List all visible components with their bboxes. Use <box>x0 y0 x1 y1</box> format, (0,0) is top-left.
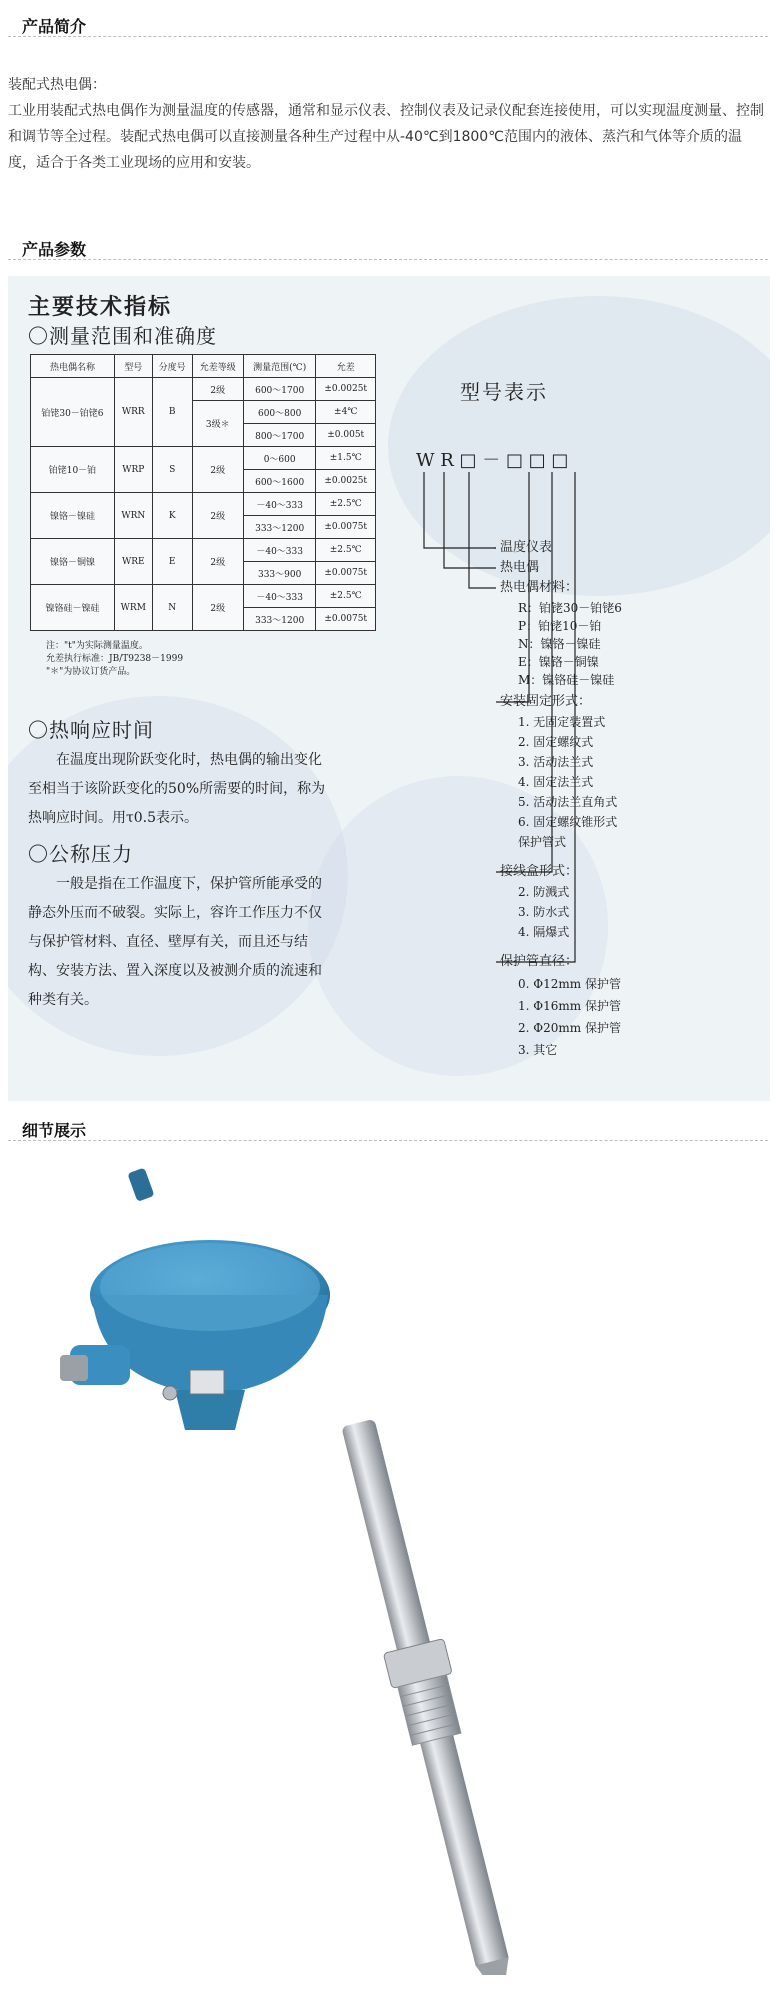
box-item: 4. 隔爆式 <box>518 925 570 939</box>
table-cell: 600～1700 <box>243 378 316 401</box>
label-box-title: 接线盒形式： <box>500 864 579 879</box>
header-cell: 分度号 <box>152 355 192 378</box>
table-cell: 铂铑10－铂 <box>31 447 115 493</box>
label-tube-title: 保护管直径： <box>500 954 579 969</box>
table-cell: －40～333 <box>243 493 316 516</box>
table-cell: 铂铑30－铂铑6 <box>31 378 115 447</box>
table-cell: ±0.0025t <box>316 470 376 493</box>
section-title-detail: 细节展示 <box>22 1121 87 1140</box>
table-cell: ±1.5℃ <box>316 447 376 470</box>
table-cell: 2级 <box>192 447 243 493</box>
parameter-image <box>8 276 770 1101</box>
material-item: N：镍铬－镍硅 <box>518 637 601 651</box>
table-cell: K <box>152 493 192 539</box>
box-item: 3. 防水式 <box>518 905 570 919</box>
table-cell: WRP <box>114 447 152 493</box>
table-cell: 600～1600 <box>243 470 316 493</box>
table-cell: 镍铬－铜镍 <box>31 539 115 585</box>
table-cell: ±0.0075t <box>316 516 376 539</box>
table-cell: ±0.0025t <box>316 378 376 401</box>
table-cell: 333～900 <box>243 562 316 585</box>
pressure-text: 一般是指在工作温度下，保护管所能承受的静态外压而不破裂。实际上，容许工作压力不仅与保护管材料、直径、壁厚有关，而且还与结构、安装方法、置入深度以及被测介质的流速和种类有关。 <box>28 876 322 1008</box>
section-header-intro <box>8 6 768 37</box>
table-cell: B <box>152 378 192 447</box>
thermocouple-product-image <box>60 1155 700 1975</box>
table-cell: 0～600 <box>243 447 316 470</box>
range-accuracy-title: 〇测量范围和准确度 <box>28 324 217 348</box>
table-cell: ±0.0075t <box>316 562 376 585</box>
label-thermocouple: 热电偶 <box>500 560 540 575</box>
label-material-title: 热电偶材料： <box>500 580 579 595</box>
table-cell: 333～1200 <box>243 608 316 631</box>
table-cell: 2级 <box>192 493 243 539</box>
material-item: R：铂铑30－铂铑6 <box>518 601 622 615</box>
header-cell: 允差等级 <box>192 355 243 378</box>
mount-item: 保护管式 <box>518 835 567 849</box>
header-cell: 测量范围(℃) <box>243 355 316 378</box>
table-cell: E <box>152 539 192 585</box>
mount-item: 6. 固定螺纹锥形式 <box>518 815 618 829</box>
mount-item: 2. 固定螺纹式 <box>518 735 594 749</box>
intro-line-1: 装配式热电偶： <box>8 77 106 93</box>
main-spec-title: 主要技术指标 <box>28 294 173 320</box>
table-cell: ±2.5℃ <box>316 539 376 562</box>
tube-item: 3. 其它 <box>518 1043 558 1057</box>
mount-item: 3. 活动法兰式 <box>518 755 594 769</box>
table-cell: 2级 <box>192 378 243 401</box>
mount-item: 1. 无固定装置式 <box>518 715 606 729</box>
table-cell: －40～333 <box>243 539 316 562</box>
table-cell: WRR <box>114 378 152 447</box>
table-cell: ±4℃ <box>316 401 376 424</box>
section-title-params: 产品参数 <box>22 240 87 259</box>
table-cell: 3级＊ <box>192 401 243 447</box>
table-cell: N <box>152 585 192 631</box>
note-line: "＊"为协议订货产品。 <box>46 667 136 677</box>
tube-item: 2. Φ20mm 保护管 <box>518 1021 621 1035</box>
model-tree-lines <box>8 276 770 1101</box>
label-instrument: 温度仪表 <box>500 540 553 555</box>
response-time-text: 在温度出现阶跃变化时，热电偶的输出变化至相当于该阶跃变化的50%所需要的时间，称为热响应时间。用τ0.5表示。 <box>28 752 326 826</box>
material-item: M：镍铬硅－镍硅 <box>518 673 615 687</box>
material-item: E：镍铬－铜镍 <box>518 655 599 669</box>
header-cell: 热电偶名称 <box>31 355 115 378</box>
model-code: W R □ － □ □ □ <box>416 450 569 471</box>
pressure-title: 〇公称压力 <box>28 842 133 866</box>
tube-item: 0. Φ12mm 保护管 <box>518 977 621 991</box>
table-cell: 镍铬－镍硅 <box>31 493 115 539</box>
table-cell: WRM <box>114 585 152 631</box>
table-cell: S <box>152 447 192 493</box>
table-cell: 2级 <box>192 539 243 585</box>
table-cell: ±2.5℃ <box>316 493 376 516</box>
section-header-detail <box>8 1110 768 1141</box>
table-cell: ±2.5℃ <box>316 585 376 608</box>
mount-item: 4. 固定法兰式 <box>518 775 594 789</box>
mount-item: 5. 活动法兰直角式 <box>518 795 618 809</box>
table-cell: WRN <box>114 493 152 539</box>
tube-item: 1. Φ16mm 保护管 <box>518 999 621 1013</box>
junction-box-head <box>60 1167 330 1430</box>
table-cell: ±0.005t <box>316 424 376 447</box>
response-time-title: 〇热响应时间 <box>28 718 154 742</box>
material-item: P：铂铑10－铂 <box>518 619 602 633</box>
table-cell: 333～1200 <box>243 516 316 539</box>
note-line: 注："t"为实际测量温度。 <box>46 641 148 651</box>
intro-text-block <box>8 72 768 176</box>
table-cell: WRE <box>114 539 152 585</box>
table-cell: 800～1700 <box>243 424 316 447</box>
box-item: 2. 防溅式 <box>518 885 570 899</box>
table-cell: ±0.0075t <box>316 608 376 631</box>
table-cell: 2级 <box>192 585 243 631</box>
intro-line-2: 工业用装配式热电偶作为测量温度的传感器，通常和显示仪表、控制仪表及记录仪配套连接使用，可以实现温度测量、控制和调节等全过程。装配式热电偶可以直接测量各种生产过程中从-40℃到1800℃范围内的液体、蒸汽和气体等介质的温度，适合于各类工业现场的应用和安装。 <box>8 103 764 171</box>
header-cell: 允差 <box>316 355 376 378</box>
section-title-intro: 产品简介 <box>22 17 87 36</box>
table-cell: 600～800 <box>243 401 316 424</box>
section-header-params <box>8 229 768 260</box>
model-title: 型号表示 <box>460 380 548 404</box>
label-mount-title: 安装固定形式： <box>500 694 592 709</box>
table-cell: 镍铬硅－镍硅 <box>31 585 115 631</box>
note-line: 允差执行标准：JB/T9238－1999 <box>46 654 184 664</box>
header-cell: 型号 <box>114 355 152 378</box>
table-cell: －40～333 <box>243 585 316 608</box>
